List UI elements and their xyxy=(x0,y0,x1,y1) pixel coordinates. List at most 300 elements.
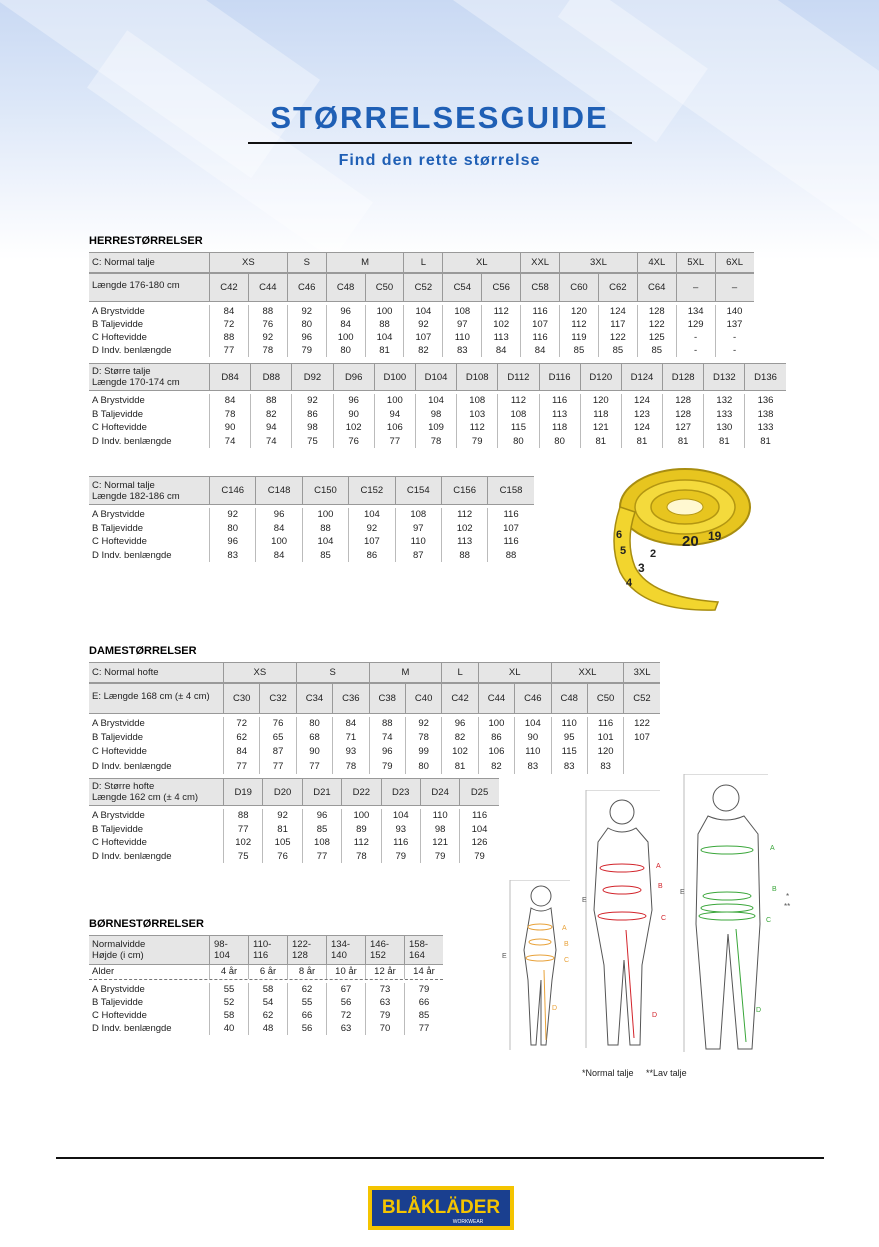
size-header-cell: C36 xyxy=(332,684,368,713)
cell-value: 77 xyxy=(223,760,259,774)
cell-value: 110 xyxy=(420,809,459,823)
cell-value: 84 xyxy=(332,717,368,731)
cell-value: 108 xyxy=(497,408,538,422)
tape-number-6: 6 xyxy=(616,529,623,541)
cell-value: 78 xyxy=(332,760,368,774)
size-header-cell: C60 xyxy=(559,274,598,301)
cell-value: 97 xyxy=(395,522,441,536)
cell-value: 86 xyxy=(291,408,332,422)
herre-table-lang xyxy=(89,476,534,562)
table-row xyxy=(89,435,786,449)
cell-value: 116 xyxy=(587,717,623,731)
cell-value: 85 xyxy=(302,823,341,837)
cell-value: 90 xyxy=(296,745,332,759)
woman-figure xyxy=(582,790,682,1050)
size-header-cell: C44 xyxy=(248,274,287,301)
cell-value: 48 xyxy=(248,1022,287,1035)
cell-value: 82 xyxy=(403,344,442,357)
cell-value: 84 xyxy=(255,522,301,536)
cell-value: 87 xyxy=(259,745,295,759)
size-header-line: 134- xyxy=(331,939,351,950)
cell-value: 124 xyxy=(598,305,637,318)
table-row xyxy=(89,836,499,850)
blaklader-logo xyxy=(368,1186,514,1230)
table-label-2: Længde 176-180 cm xyxy=(92,280,180,291)
cell-value: 81 xyxy=(744,435,785,449)
group-header-cell: 6XL xyxy=(715,253,754,272)
cell-value: 63 xyxy=(326,1022,365,1035)
cell-value: 96 xyxy=(302,809,341,823)
cell-value: 112 xyxy=(341,836,380,850)
table-row xyxy=(89,760,660,774)
group-header-cell: 5XL xyxy=(676,253,715,272)
size-header-cell: C34 xyxy=(296,684,332,713)
table-row xyxy=(89,745,660,759)
cell-value: - xyxy=(676,344,715,357)
row-label: D Indv. benlængde xyxy=(92,435,172,447)
cell-value: 87 xyxy=(395,549,441,563)
cell-value: 108 xyxy=(442,305,481,318)
cell-value: 84 xyxy=(326,318,365,331)
cell-value: 77 xyxy=(296,760,332,774)
size-header-line: 164 xyxy=(409,950,425,961)
size-header-line: 158- xyxy=(409,939,429,950)
cell-value: 77 xyxy=(404,1022,443,1035)
group-header-cell: S xyxy=(287,253,326,272)
table-label-1: C: Normal talje xyxy=(92,479,155,491)
cell-value: 116 xyxy=(459,809,498,823)
group-header-cell: XS xyxy=(223,663,296,682)
group-header-cell: L xyxy=(403,253,442,272)
cell-value: 120 xyxy=(580,394,621,408)
group-header-cell: XL xyxy=(478,663,551,682)
size-header-cell: D128 xyxy=(662,364,703,390)
cell-value: - xyxy=(715,331,754,344)
table-row xyxy=(89,983,443,996)
cell-value: 83 xyxy=(551,760,587,774)
row-label: C Hoftevidde xyxy=(92,422,147,433)
cell-value: 112 xyxy=(481,305,520,318)
cell-value: 72 xyxy=(209,318,248,331)
cell-value: 76 xyxy=(259,717,295,731)
row-label: B Taljevidde xyxy=(92,997,144,1008)
cell-value: 40 xyxy=(209,1022,248,1035)
size-header-cell: C42 xyxy=(441,684,477,713)
section-heading-born: BØRNESTØRRELSER xyxy=(89,918,204,930)
size-header-cell: C46 xyxy=(287,274,326,301)
cell-value: 113 xyxy=(441,535,487,549)
cell-value: 103 xyxy=(456,408,497,422)
table-row xyxy=(89,305,754,318)
cell-value: 62 xyxy=(223,731,259,745)
size-header-cell: – xyxy=(715,274,754,301)
cell-value: 92 xyxy=(248,331,287,344)
row-label: A Brystvidde xyxy=(92,306,145,317)
age-row xyxy=(89,965,443,980)
cell-value: 71 xyxy=(332,731,368,745)
cell-value: 52 xyxy=(209,996,248,1009)
cell-value: 123 xyxy=(621,408,662,422)
cell-value: 92 xyxy=(209,508,255,522)
cell-value: 63 xyxy=(365,996,404,1009)
size-header-cell: D100 xyxy=(374,364,415,390)
cell-value: 96 xyxy=(287,331,326,344)
group-header-cell: 3XL xyxy=(623,663,659,682)
size-header-line: 152 xyxy=(370,950,386,961)
cell-value: 82 xyxy=(441,731,477,745)
size-header-cell: D23 xyxy=(381,779,420,805)
row-label: D Indv. benlængde xyxy=(92,760,172,772)
cell-value: 100 xyxy=(255,535,301,549)
row-label: D Indv. benlængde xyxy=(92,850,172,862)
size-header-line: 122- xyxy=(292,939,312,950)
cell-value: 100 xyxy=(326,331,365,344)
size-header-cell: D24 xyxy=(420,779,459,805)
man-label-d: D xyxy=(756,1007,762,1014)
cell-value: 82 xyxy=(250,408,291,422)
cell-value: 79 xyxy=(420,850,459,864)
size-header-cell: C148 xyxy=(255,477,301,504)
tape-number-3: 3 xyxy=(638,561,645,575)
cell-value: 101 xyxy=(587,731,623,745)
cell-value: 107 xyxy=(520,318,559,331)
woman-label-e: E xyxy=(582,897,587,904)
cell-value: 109 xyxy=(415,421,456,435)
cell-value: 110 xyxy=(442,331,481,344)
size-header-cell: C146 xyxy=(209,477,255,504)
size-header-cell: D92 xyxy=(291,364,332,390)
woman-label-d: D xyxy=(652,1012,658,1019)
cell-value: 102 xyxy=(481,318,520,331)
row-label: A Brystvidde xyxy=(92,984,145,995)
cell-value: 112 xyxy=(441,508,487,522)
page-subtitle: Find den rette størrelse xyxy=(338,152,541,169)
man-label-b: B xyxy=(772,886,777,893)
dame-table-normal xyxy=(89,662,660,774)
cell-value: 81 xyxy=(580,435,621,449)
cell-value: 79 xyxy=(404,983,443,996)
cell-value: 108 xyxy=(395,508,441,522)
cell-value: 104 xyxy=(381,809,420,823)
table-label-2: Højde (i cm) xyxy=(92,950,144,961)
man-label-c: C xyxy=(766,917,772,924)
cell-value: 106 xyxy=(374,421,415,435)
child-label-d: D xyxy=(552,1005,558,1012)
size-header-line: 98- xyxy=(214,939,228,950)
table-row xyxy=(89,394,786,408)
cell-value: 78 xyxy=(415,435,456,449)
cell-value: 62 xyxy=(248,1009,287,1022)
cell-value: 108 xyxy=(456,394,497,408)
cell-value: 94 xyxy=(250,421,291,435)
cell-value: 89 xyxy=(341,823,380,837)
cell-value: 58 xyxy=(209,1009,248,1022)
row-label: A Brystvidde xyxy=(92,395,145,406)
measuring-tape-image xyxy=(590,462,755,622)
table-row xyxy=(89,318,754,331)
cell-value: 102 xyxy=(441,522,487,536)
cell-value: 78 xyxy=(209,408,250,422)
table-row xyxy=(89,331,754,344)
table-label-1: C: Normal hofte xyxy=(92,667,159,678)
child-label-a: A xyxy=(562,925,567,932)
group-header-cell: XS xyxy=(209,253,287,272)
cell-value: 56 xyxy=(287,1022,326,1035)
cell-value: 84 xyxy=(209,394,250,408)
man-label-doublestar: ** xyxy=(784,902,791,911)
tape-number-2: 2 xyxy=(650,548,657,560)
cell-value: 92 xyxy=(262,809,301,823)
cell-value: 116 xyxy=(539,394,580,408)
cell-value: 84 xyxy=(209,305,248,318)
table-row xyxy=(89,408,786,422)
cell-value: 124 xyxy=(621,421,662,435)
cell-value: 88 xyxy=(369,717,405,731)
cell-value: 88 xyxy=(441,549,487,563)
cell-value: 79 xyxy=(456,435,497,449)
table-row xyxy=(89,809,499,823)
size-header-cell: C50 xyxy=(587,684,623,713)
cell-value: 112 xyxy=(456,421,497,435)
cell-value: 96 xyxy=(255,508,301,522)
cell-value: 98 xyxy=(291,421,332,435)
herre-table-stor xyxy=(89,363,786,448)
row-label: B Taljevidde xyxy=(92,732,144,744)
size-header-cell: C156 xyxy=(441,477,487,504)
size-header-cell: – xyxy=(676,274,715,301)
cell-value: 134 xyxy=(676,305,715,318)
cell-value: 108 xyxy=(302,836,341,850)
size-header-cell: D120 xyxy=(580,364,621,390)
size-header-row xyxy=(89,778,499,806)
cell-value: 102 xyxy=(223,836,262,850)
cell-value: 104 xyxy=(348,508,394,522)
child-figure xyxy=(500,880,580,1050)
table-row xyxy=(89,508,534,522)
cell-value: 88 xyxy=(365,318,404,331)
cell-value xyxy=(623,745,659,759)
section-heading-herre: HERRESTØRRELSER xyxy=(89,235,203,247)
row-label: B Taljevidde xyxy=(92,522,144,534)
table-label-2: E: Længde 168 cm (± 4 cm) xyxy=(92,691,210,702)
cell-value: 80 xyxy=(326,344,365,357)
cell-value: 75 xyxy=(291,435,332,449)
cell-value: 55 xyxy=(287,996,326,1009)
cell-value: 85 xyxy=(637,344,676,357)
child-label-c: C xyxy=(564,957,570,964)
cell-value: 75 xyxy=(223,850,262,864)
size-header-cell: C50 xyxy=(365,274,404,301)
cell-value: 78 xyxy=(341,850,380,864)
size-header-cell: D22 xyxy=(341,779,380,805)
cell-value: 80 xyxy=(209,522,255,536)
cell-value: 88 xyxy=(487,549,533,563)
cell-value: 113 xyxy=(481,331,520,344)
cell-value: 100 xyxy=(478,717,514,731)
section-heading-dame: DAMESTØRRELSER xyxy=(89,645,197,657)
cell-value: 96 xyxy=(326,305,365,318)
size-header-cell: C40 xyxy=(405,684,441,713)
cell-value: 74 xyxy=(209,435,250,449)
cell-value: 128 xyxy=(637,305,676,318)
group-header-cell: S xyxy=(296,663,369,682)
cell-value: 106 xyxy=(478,745,514,759)
cell-value: 79 xyxy=(287,344,326,357)
group-header-cell: M xyxy=(369,663,442,682)
cell-value: 67 xyxy=(326,983,365,996)
cell-value: 80 xyxy=(287,318,326,331)
size-header-row xyxy=(89,363,786,391)
cell-value: 132 xyxy=(703,394,744,408)
man-figure xyxy=(680,774,800,1054)
figure-legend xyxy=(582,1068,687,1078)
cell-value: 79 xyxy=(365,1009,404,1022)
herre-table-normal xyxy=(89,252,754,357)
cell-value: 138 xyxy=(744,408,785,422)
table-row xyxy=(89,1009,443,1022)
size-header-cell: D112 xyxy=(497,364,538,390)
size-header-cell: D21 xyxy=(302,779,341,805)
dame-table-stor xyxy=(89,778,499,863)
size-header-cell: C58 xyxy=(520,274,559,301)
cell-value: 81 xyxy=(662,435,703,449)
cell-value: 92 xyxy=(403,318,442,331)
size-header-cell: C38 xyxy=(369,684,405,713)
cell-value: 82 xyxy=(478,760,514,774)
size-header-row xyxy=(89,476,534,505)
size-header-cell: C158 xyxy=(487,477,533,504)
table-label-2: Længde 182-186 cm xyxy=(92,490,180,502)
cell-value: 76 xyxy=(248,318,287,331)
size-header-cell: C152 xyxy=(348,477,394,504)
cell-value: 100 xyxy=(341,809,380,823)
age-label: Alder xyxy=(92,966,115,977)
cell-value: 118 xyxy=(539,421,580,435)
cell-value: 102 xyxy=(441,745,477,759)
size-header-line: 116 xyxy=(253,950,269,961)
cell-value: 93 xyxy=(332,745,368,759)
cell-value: 88 xyxy=(250,394,291,408)
cell-value: 115 xyxy=(551,745,587,759)
cell-value: 104 xyxy=(514,717,550,731)
cell-value: 88 xyxy=(209,331,248,344)
cell-value: 74 xyxy=(250,435,291,449)
cell-value: 122 xyxy=(623,717,659,731)
size-header-row xyxy=(89,935,443,965)
size-header-cell: D116 xyxy=(539,364,580,390)
cell-value: 81 xyxy=(621,435,662,449)
size-header-cell: D20 xyxy=(262,779,301,805)
tape-number-19: 19 xyxy=(708,529,722,543)
cell-value: 104 xyxy=(365,331,404,344)
cell-value: 97 xyxy=(442,318,481,331)
row-label: C Hoftevidde xyxy=(92,746,147,758)
cell-value: 137 xyxy=(715,318,754,331)
cell-value xyxy=(623,760,659,774)
cell-value: 119 xyxy=(559,331,598,344)
cell-value: 77 xyxy=(302,850,341,864)
age-cell: 4 år xyxy=(209,965,248,979)
cell-value: 104 xyxy=(302,535,348,549)
cell-value: 100 xyxy=(365,305,404,318)
group-header-row xyxy=(89,662,660,683)
cell-value: 81 xyxy=(262,823,301,837)
cell-value: 116 xyxy=(381,836,420,850)
row-label: C Hoftevidde xyxy=(92,1010,147,1021)
size-header-cell: C54 xyxy=(442,274,481,301)
cell-value: 124 xyxy=(621,394,662,408)
cell-value: 85 xyxy=(302,549,348,563)
size-header-cell: C62 xyxy=(598,274,637,301)
size-header-cell: C46 xyxy=(514,684,550,713)
cell-value: 125 xyxy=(637,331,676,344)
cell-value: 92 xyxy=(348,522,394,536)
cell-value: 73 xyxy=(365,983,404,996)
table-label-2: Længde 162 cm (± 4 cm) xyxy=(92,792,199,803)
cell-value: 80 xyxy=(497,435,538,449)
tape-number-20: 20 xyxy=(682,533,699,550)
size-header-line: 128 xyxy=(292,950,308,961)
cell-value: 96 xyxy=(369,745,405,759)
cell-value: 118 xyxy=(580,408,621,422)
cell-value: 127 xyxy=(662,421,703,435)
row-label: B Taljevidde xyxy=(92,408,144,420)
cell-value: 117 xyxy=(598,318,637,331)
cell-value: 104 xyxy=(415,394,456,408)
born-table xyxy=(89,935,443,1035)
cell-value: 80 xyxy=(405,760,441,774)
cell-value: 81 xyxy=(703,435,744,449)
group-header-cell: XXL xyxy=(520,253,559,272)
cell-value: 85 xyxy=(598,344,637,357)
cell-value: 81 xyxy=(441,760,477,774)
cell-value: 70 xyxy=(365,1022,404,1035)
table-row xyxy=(89,522,534,536)
child-label-b: B xyxy=(564,941,569,948)
group-header-cell: XXL xyxy=(551,663,624,682)
table-label-1: D: Større talje xyxy=(92,366,151,377)
size-header-cell: C42 xyxy=(209,274,248,301)
table-row xyxy=(89,996,443,1009)
cell-value: 126 xyxy=(459,836,498,850)
legend-normal: *Normal talje xyxy=(582,1068,634,1078)
size-header-line: 146- xyxy=(370,939,390,950)
group-header-cell: XL xyxy=(442,253,520,272)
cell-value: 77 xyxy=(259,760,295,774)
cell-value: 133 xyxy=(744,421,785,435)
row-label: C Hoftevidde xyxy=(92,536,147,547)
row-label: C Hoftevidde xyxy=(92,837,147,848)
man-label-star: * xyxy=(786,892,790,901)
row-label: A Brystvidde xyxy=(92,509,145,520)
age-cell: 12 år xyxy=(365,965,404,979)
cell-value: 65 xyxy=(259,731,295,745)
size-header-line: 110- xyxy=(253,939,272,950)
title-underline xyxy=(248,142,632,144)
size-header-cell: C52 xyxy=(403,274,442,301)
cell-value: 79 xyxy=(369,760,405,774)
cell-value: 84 xyxy=(223,745,259,759)
cell-value: 83 xyxy=(442,344,481,357)
row-label: D Indv. benlængde xyxy=(92,1023,172,1034)
cell-value: 110 xyxy=(514,745,550,759)
table-row xyxy=(89,535,534,549)
cell-value: 110 xyxy=(551,717,587,731)
cell-value: 93 xyxy=(381,823,420,837)
cell-value: 90 xyxy=(333,408,374,422)
table-label-1: Normalvidde xyxy=(92,939,146,950)
cell-value: 78 xyxy=(248,344,287,357)
